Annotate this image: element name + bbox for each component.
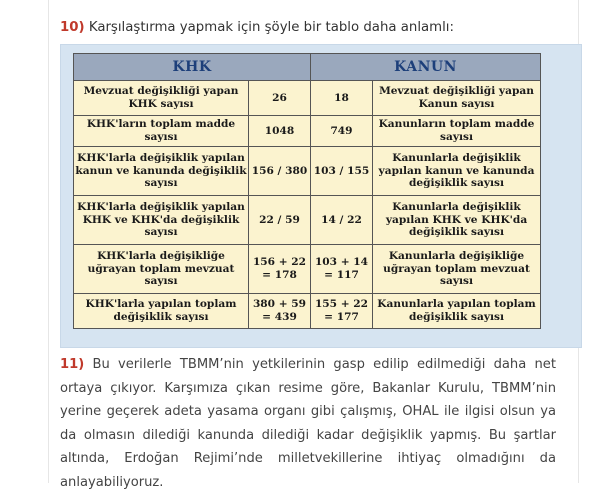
khk-label: KHK'larla değişikliğe uğrayan toplam mevzuat sayısı: [74, 245, 249, 294]
table-row: [74, 196, 541, 245]
intro-number: 10): [60, 20, 85, 35]
table-row: [74, 147, 541, 196]
table-row: [74, 294, 541, 329]
kanun-label: Kanunlarla değişiklik yapılan KHK ve KHK'da değişiklik sayısı: [373, 196, 541, 245]
khk-label: KHK'larla değişiklik yapılan KHK ve KHK'da değişiklik sayısı: [74, 196, 249, 245]
kanun-label: Kanunlarla değişiklik yapılan kanun ve kanunda değişiklik sayısı: [373, 147, 541, 196]
khk-value: 156 + 22 = 178: [249, 245, 311, 294]
kanun-label: Mevzuat değişikliği yapan Kanun sayısı: [373, 81, 541, 116]
khk-label: KHK'larla değişiklik yapılan kanun ve kanunda değişiklik sayısı: [74, 147, 249, 196]
kanun-value: 103 / 155: [311, 147, 373, 196]
kanun-value: 103 + 14 = 117: [311, 245, 373, 294]
khk-value: 26: [249, 81, 311, 116]
kanun-label: Kanunlarla yapılan toplam değişiklik sayısı: [373, 294, 541, 329]
kanun-label: Kanunların toplam madde sayısı: [373, 116, 541, 147]
kanun-value: 155 + 22 = 177: [311, 294, 373, 329]
table-row: [74, 81, 541, 116]
kanun-value: 14 / 22: [311, 196, 373, 245]
intro-paragraph: [60, 20, 570, 35]
conclusion-text: Bu verilerle TBMM’nin yetkilerinin gasp edilip edilmediği daha net ortaya çıkıyor. Karşımıza çıkan resime göre, Bakanlar Kurulu, TBMM’nin yerine geçerek adeta yasama organı gibi çalışmış, OHAL ile ilgisi olsun ya da olmasın dilediği kanunda dilediği kadar değişiklik yapmış. Bu şartlar altında, Erdoğan Rejimi’nde milletvekillerine ihtiyaç olmadığını da anlayabiliyoruz.: [60, 357, 556, 490]
intro-text: Karşılaştırma yapmak için şöyle bir tablo daha anlamlı:: [88, 20, 454, 35]
conclusion-number: 11): [60, 357, 85, 372]
kanun-value: 749: [311, 116, 373, 147]
kanun-label: Kanunlarla değişikliğe uğrayan toplam mevzuat sayısı: [373, 245, 541, 294]
page-left-border: [48, 0, 49, 483]
header-khk: KHK: [74, 54, 311, 81]
khk-value: 22 / 59: [249, 196, 311, 245]
khk-value: 156 / 380: [249, 147, 311, 196]
comparison-table-image: [60, 44, 582, 348]
header-kanun: KANUN: [311, 54, 541, 81]
table-row: [74, 116, 541, 147]
conclusion-paragraph: [60, 353, 556, 495]
khk-label: KHK'larla yapılan toplam değişiklik sayısı: [74, 294, 249, 329]
kanun-value: 18: [311, 81, 373, 116]
khk-value: 380 + 59 = 439: [249, 294, 311, 329]
khk-value: 1048: [249, 116, 311, 147]
comparison-table: [73, 53, 541, 329]
khk-label: KHK'ların toplam madde sayısı: [74, 116, 249, 147]
table-row: [74, 245, 541, 294]
khk-label: Mevzuat değişikliği yapan KHK sayısı: [74, 81, 249, 116]
